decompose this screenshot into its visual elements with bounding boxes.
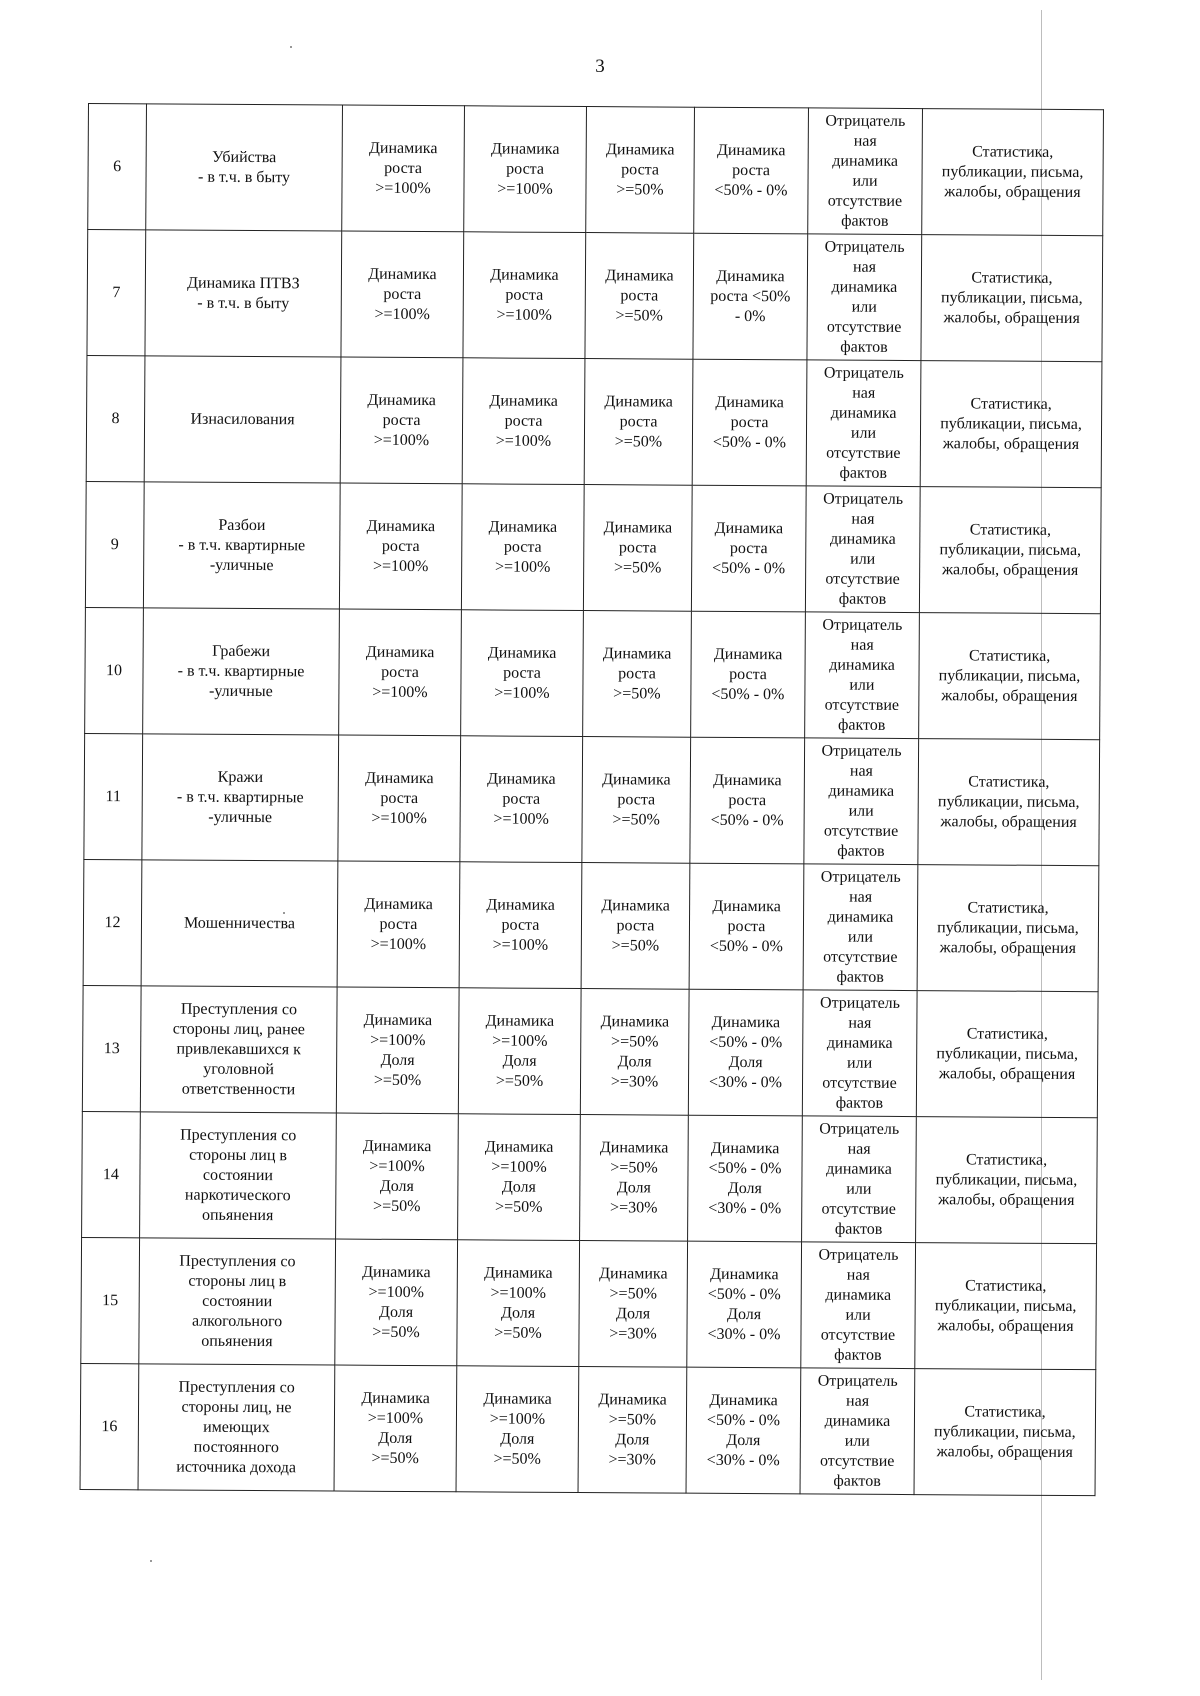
criterion-cell: Отрицатель ная динамика или отсутствие фактов <box>802 990 917 1117</box>
criterion-cell: Отрицатель ная динамика или отсутствие фактов <box>802 1116 917 1243</box>
criterion-cell: Динамика <50% - 0% Доля <30% - 0% <box>688 1115 803 1242</box>
criterion-cell: Отрицатель ная динамика или отсутствие фактов <box>803 864 918 991</box>
criterion-cell: Динамика >=100% Доля >=50% <box>458 1114 581 1241</box>
scan-speck <box>290 46 292 48</box>
row-number-cell: 9 <box>85 481 144 607</box>
criterion-cell: Динамика >=100% Доля >=50% <box>336 1113 459 1240</box>
sources-cell: Статистика, публикации, письма, жалобы, обращения <box>918 739 1100 866</box>
criterion-cell: Динамика >=100% Доля >=50% <box>336 987 459 1114</box>
criterion-cell: Динамика роста >=50% <box>582 737 691 864</box>
sources-cell: Статистика, публикации, письма, жалобы, обращения <box>919 613 1101 740</box>
crime-type-cell: Грабежи - в т.ч. квартирные -уличные <box>143 608 340 735</box>
criterion-cell: Динамика роста <50% - 0% <box>690 737 805 864</box>
criterion-cell: Динамика роста >=100% <box>339 609 462 736</box>
crime-type-cell: Динамика ПТВЗ - в т.ч. в быту <box>145 230 342 357</box>
table-row <box>85 607 1101 739</box>
criterion-cell: Динамика роста <50% - 0% <box>692 359 807 486</box>
criterion-cell: Динамика <50% - 0% Доля <30% - 0% <box>688 989 803 1116</box>
crime-type-cell: Преступления со стороны лиц в состоянии наркотического опьянения <box>140 1112 337 1239</box>
row-number-cell: 13 <box>82 985 141 1111</box>
table-row <box>83 859 1099 991</box>
criterion-cell: Динамика >=100% Доля >=50% <box>458 988 581 1115</box>
row-number-cell: 6 <box>88 104 147 230</box>
criterion-cell: Отрицатель ная динамика или отсутствие фактов <box>806 360 921 487</box>
table-row <box>82 1111 1098 1243</box>
criterion-cell: Динамика >=100% Доля >=50% <box>334 1365 457 1492</box>
criterion-cell: Динамика роста <50% - 0% <box>694 107 809 234</box>
criterion-cell: Динамика роста >=50% <box>586 107 695 234</box>
crime-type-cell: Изнасилования <box>144 356 341 483</box>
criterion-cell: Динамика роста >=100% <box>460 736 583 863</box>
crime-type-cell: Разбои - в т.ч. квартирные -уличные <box>143 482 340 609</box>
criterion-cell: Динамика роста >=100% <box>459 862 582 989</box>
criterion-cell: Динамика роста >=50% <box>585 233 694 360</box>
criterion-cell: Динамика роста >=100% <box>462 358 585 485</box>
criterion-cell: Динамика роста >=50% <box>583 485 692 612</box>
sources-cell: Статистика, публикации, письма, жалобы, обращения <box>921 235 1103 362</box>
criterion-cell: Отрицатель ная динамика или отсутствие фактов <box>805 612 920 739</box>
scan-speck <box>150 1560 152 1562</box>
criterion-cell: Динамика роста <50% - 0% <box>691 485 806 612</box>
crime-type-cell: Убийства - в т.ч. в быту <box>146 104 343 231</box>
sources-cell: Статистика, публикации, письма, жалобы, обращения <box>917 865 1099 992</box>
criterion-cell: Динамика >=100% Доля >=50% <box>457 1240 580 1367</box>
criterion-cell: Динамика >=50% Доля >=30% <box>580 989 689 1116</box>
criterion-cell: Динамика >=50% Доля >=30% <box>580 1115 689 1242</box>
crime-type-cell: Преступления со стороны лиц, ранее привлекавшихся к уголовной ответственности <box>140 986 337 1113</box>
row-number-cell: 14 <box>82 1111 141 1237</box>
table-row <box>80 1363 1096 1495</box>
crime-type-cell: Преступления со стороны лиц в состоянии алкогольного опьянения <box>139 1238 336 1365</box>
row-number-cell: 8 <box>86 355 145 481</box>
criterion-cell: Динамика роста >=100% <box>341 231 464 358</box>
criterion-cell: Динамика >=100% Доля >=50% <box>335 1239 458 1366</box>
sources-cell: Статистика, публикации, письма, жалобы, обращения <box>914 1369 1096 1496</box>
row-number-cell: 10 <box>85 607 144 733</box>
table-row <box>86 355 1102 487</box>
criterion-cell: Динамика роста <50% - 0% <box>689 863 804 990</box>
table-row <box>84 733 1100 865</box>
criterion-cell: Динамика роста >=100% <box>338 735 461 862</box>
sources-cell: Статистика, публикации, письма, жалобы, обращения <box>922 109 1104 236</box>
criterion-cell: Отрицатель ная динамика или отсутствие фактов <box>807 234 922 361</box>
criterion-cell: Динамика роста >=100% <box>461 484 584 611</box>
crime-type-cell: Кражи - в т.ч. квартирные -уличные <box>142 734 339 861</box>
sources-cell: Статистика, публикации, письма, жалобы, обращения <box>919 487 1101 614</box>
criterion-cell: Отрицатель ная динамика или отсутствие фактов <box>804 738 919 865</box>
row-number-cell: 11 <box>84 733 143 859</box>
criterion-cell: Динамика роста >=100% <box>339 483 462 610</box>
criterion-cell: Динамика <50% - 0% Доля <30% - 0% <box>687 1241 802 1368</box>
row-number-cell: 12 <box>83 859 142 985</box>
criterion-cell: Динамика <50% - 0% Доля <30% - 0% <box>686 1367 801 1494</box>
table-body <box>80 104 1103 1496</box>
table-row <box>87 230 1103 362</box>
sources-cell: Статистика, публикации, письма, жалобы, обращения <box>916 991 1098 1118</box>
criterion-cell: Динамика роста <50% - 0% <box>693 233 808 360</box>
table-row <box>88 104 1104 236</box>
criterion-cell: Динамика >=100% Доля >=50% <box>456 1366 579 1493</box>
criterion-cell: Динамика роста >=100% <box>464 106 587 233</box>
criteria-table <box>80 103 1104 1496</box>
sources-cell: Статистика, публикации, письма, жалобы, обращения <box>915 1243 1097 1370</box>
table-row <box>82 985 1098 1117</box>
row-number-cell: 15 <box>81 1237 140 1363</box>
row-number-cell: 7 <box>87 230 146 356</box>
row-number-cell: 16 <box>80 1363 139 1489</box>
table-row <box>81 1237 1097 1369</box>
criterion-cell: Динамика роста >=100% <box>461 610 584 737</box>
criterion-cell: Отрицатель ная динамика или отсутствие фактов <box>808 108 923 235</box>
criterion-cell: Динамика роста <50% - 0% <box>691 611 806 738</box>
criterion-cell: Отрицатель ная динамика или отсутствие фактов <box>805 486 920 613</box>
criterion-cell: Динамика роста >=100% <box>463 232 586 359</box>
criterion-cell: Динамика роста >=100% <box>342 105 465 232</box>
criterion-cell: Динамика >=50% Доля >=30% <box>579 1241 688 1368</box>
criterion-cell: Динамика роста >=100% <box>337 861 460 988</box>
page-number: 3 <box>595 56 605 77</box>
crime-type-cell: Преступления со стороны лиц, не имеющих постоянного источника дохода <box>138 1364 335 1491</box>
criterion-cell: Динамика >=50% Доля >=30% <box>578 1367 687 1494</box>
sources-cell: Статистика, публикации, письма, жалобы, обращения <box>916 1117 1098 1244</box>
criterion-cell: Динамика роста >=100% <box>340 357 463 484</box>
criterion-cell: Отрицатель ная динамика или отсутствие фактов <box>800 1368 915 1495</box>
criterion-cell: Отрицатель ная динамика или отсутствие фактов <box>801 1242 916 1369</box>
criterion-cell: Динамика роста >=50% <box>581 863 690 990</box>
criterion-cell: Динамика роста >=50% <box>584 359 693 486</box>
table-row <box>85 481 1101 613</box>
sources-cell: Статистика, публикации, письма, жалобы, обращения <box>920 361 1102 488</box>
criterion-cell: Динамика роста >=50% <box>583 611 692 738</box>
crime-type-cell: Мошенничества <box>141 860 338 987</box>
